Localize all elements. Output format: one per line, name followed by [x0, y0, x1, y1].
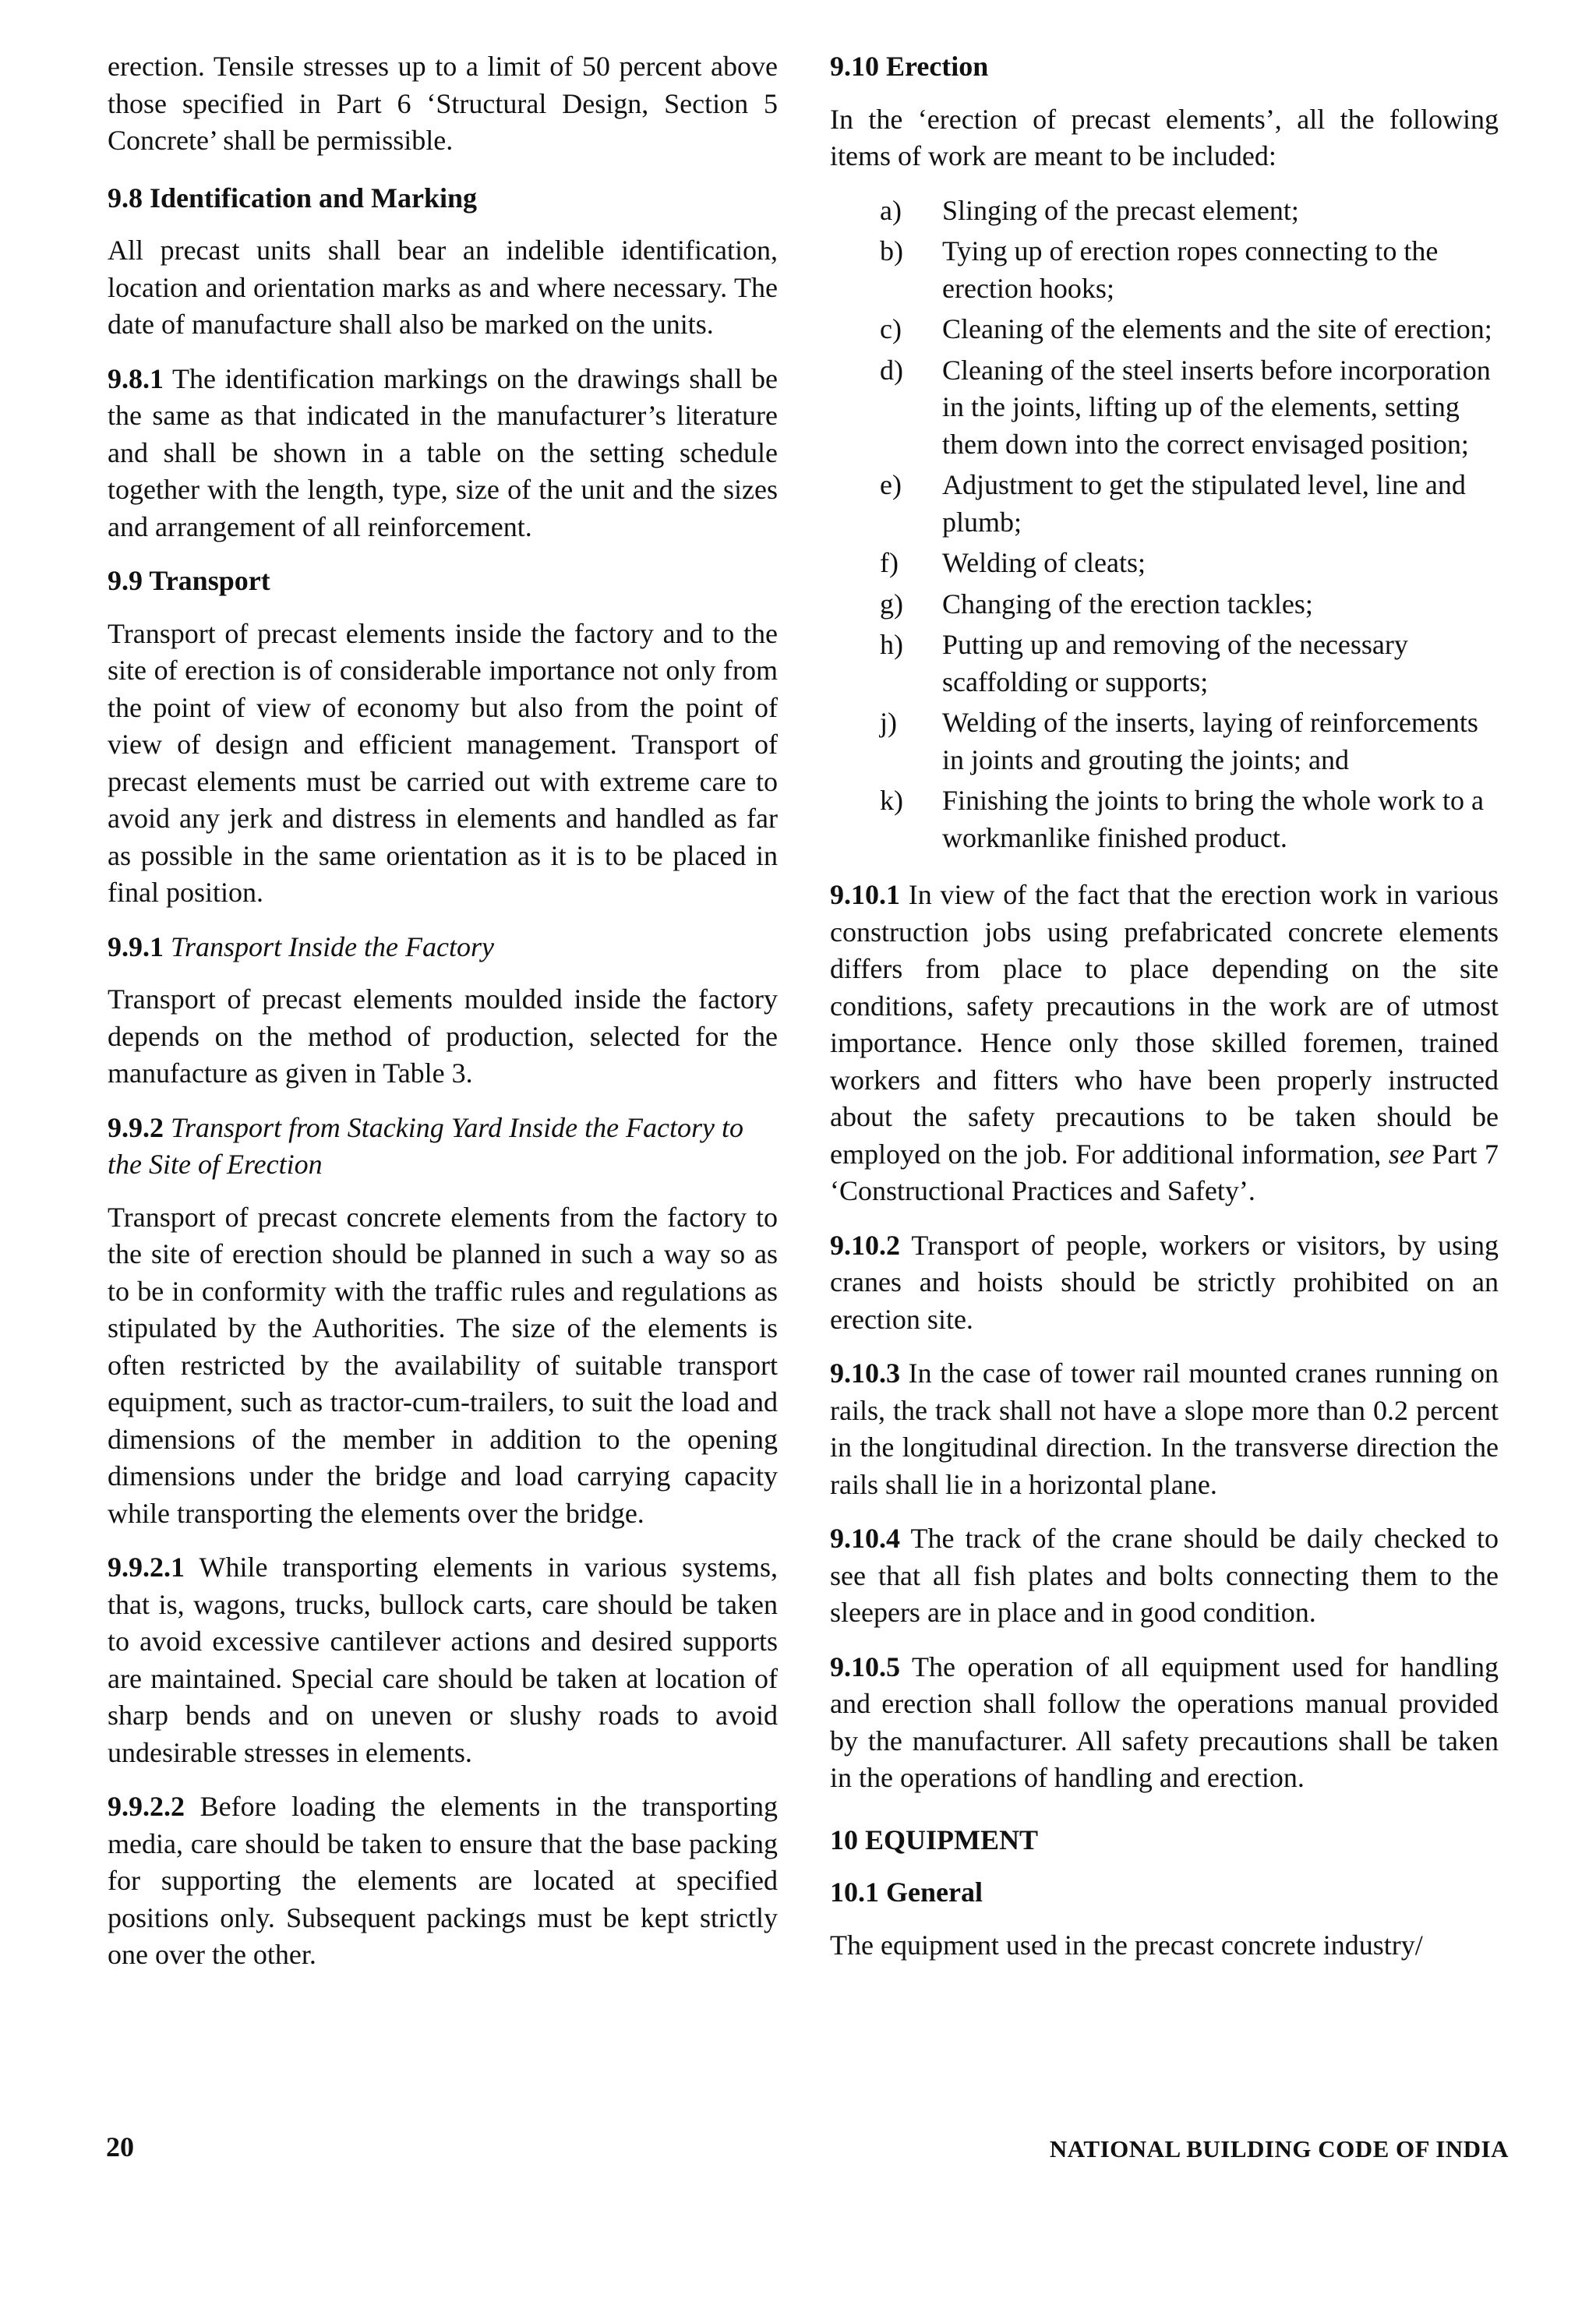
clause-number-9-10-4: 9.10.4: [830, 1523, 900, 1554]
clause-number-9-10-1: 9.10.1: [830, 879, 900, 910]
list-item-label: j): [880, 707, 897, 738]
list-item-label: g): [880, 588, 903, 620]
paragraph-9-9: Transport of precast elements inside the factory and to the site of erection is of considerable importance not only from the point of view of economy but also from the point of view of design and efficient management. Transport of precast elements must be carried out with extreme care to avoid any jerk and distress in elements and handled as far as possible in the same orientation as it is to be placed in final position.: [108, 617, 778, 908]
list-item-text: Cleaning of the steel inserts before incorporation in the joints, lifting up of the elements, setting them down into the correct envisaged position;: [942, 354, 1491, 460]
paragraph-erection-tail: erection. Tensile stresses up to a limit of 50 percent above those specified in Part 6 ‘Structural Design, Section 5 Concrete’ shall be permissible.: [108, 51, 778, 156]
list-item-label: h): [880, 629, 903, 660]
clause-text-9-9-2-1: While transporting elements in various systems, that is, wagons, trucks, bullock carts, care should be taken to avoid excessive cantilever actions and desired supports are maintained. Special care should be taken at location of sharp bends and on uneven or slushy roads to avoid undesirable stresses in elements.: [108, 1552, 778, 1768]
clause-number-9-10-3: 9.10.3: [830, 1357, 900, 1389]
paragraph-9-9-2: Transport of precast concrete elements from the factory to the site of erection should be planned in such a way so as to be in conformity with the traffic rules and regulations as stipulated by the Authorities. The size of the elements is often restricted by the availability of suitable transport equipment, such as tractor-cum-trailers, to suit the load and dimensions of the member in addition to the opening dimensions under the bridge and load carrying capacity while transporting the elements over the bridge.: [108, 1201, 778, 1529]
list-item-label: b): [880, 235, 903, 267]
list-item-label: d): [880, 354, 903, 386]
list-item-text: Tying up of erection ropes connecting to the erection hooks;: [942, 235, 1439, 304]
heading-9-8: 9.8 Identification and Marking: [108, 182, 478, 214]
subheading-9-9-2: [108, 1110, 778, 1184]
right-column: [830, 48, 1499, 1981]
clause-text-9-10-1: In view of the fact that the erection work in various construction jobs using prefabricated concrete elements differs from place to place depending on the site conditions, safety precautions in the work are of utmost importance. Hence only those skilled foremen, trained workers and fitters who have been properly instructed about the safety precautions to be taken should be employed on the job. For additional information,: [830, 879, 1499, 1170]
clause-number-9-9-2: 9.9.2: [108, 1111, 164, 1143]
left-column: [108, 48, 778, 1991]
list-item: [830, 704, 1499, 778]
clause-text-9-10-1-ref: Part 7 ‘Constructional Practices and Safety’.: [830, 1138, 1499, 1206]
paragraph-9-10-2: [830, 1227, 1499, 1339]
clause-text-9-10-4: The track of the crane should be daily checked to see that all fish plates and bolts connecting them to the sleepers are in place and in good condition.: [830, 1523, 1499, 1628]
paragraph-9-8: All precast units shall bear an indelible identification, location and orientation marks as and where necessary. The date of manufacture shall also be marked on the units.: [108, 235, 778, 340]
list-item-text: Welding of the inserts, laying of reinforcements in joints and grouting the joints; and: [942, 707, 1478, 775]
list-item-text: Changing of the erection tackles;: [942, 588, 1313, 620]
paragraph-9-10-1: [830, 877, 1499, 1210]
erection-items-list: [830, 192, 1499, 857]
heading-10-equipment: 10 EQUIPMENT: [830, 1823, 1039, 1855]
paragraph-9-9-1: Transport of precast elements moulded inside the factory depends on the method of production, selected for the manufacture as given in Table 3.: [108, 983, 778, 1089]
list-item-text: Slinging of the precast element;: [942, 194, 1299, 226]
clause-number-9-9-1: 9.9.1: [108, 930, 164, 962]
clause-text-9-9-2-2: Before loading the elements in the transporting media, care should be taken to ensure that the base packing for supporting the elements are located at specified positions only. Subsequent packings must be kept strictly one over the other.: [108, 1791, 779, 1970]
paragraph-9-8-1: [108, 361, 778, 546]
page-number: 20: [106, 2131, 134, 2162]
clause-number-9-10-5: 9.10.5: [830, 1651, 900, 1682]
list-item: [830, 467, 1499, 541]
clause-number-9-9-2-2: 9.9.2.2: [108, 1791, 185, 1822]
paragraph-9-9-2-1: [108, 1549, 778, 1771]
list-item-text: Welding of cleats;: [942, 547, 1146, 578]
clause-text-9-8-1: The identification markings on the drawings shall be the same as that indicated in the manufacturer’s literature and shall be shown in a table on the setting schedule together with the length, type, size of the unit and the sizes and arrangement of all reinforcement.: [108, 362, 778, 542]
footer-title: NATIONAL BUILDING CODE OF INDIA: [1049, 2135, 1509, 2162]
clause-number-9-9-2-1: 9.9.2.1: [108, 1552, 185, 1583]
list-item-text: Putting up and removing of the necessary scaffolding or supports;: [942, 629, 1408, 697]
heading-9-10: 9.10 Erection: [830, 51, 989, 82]
list-item-label: k): [880, 785, 903, 816]
list-item: [830, 311, 1499, 348]
heading-9-9: 9.9 Transport: [108, 565, 270, 596]
paragraph-9-10-4: [830, 1520, 1499, 1632]
list-item: [830, 233, 1499, 307]
list-item-text: Adjustment to get the stipulated level, line and plumb;: [942, 469, 1466, 538]
list-item: [830, 192, 1499, 230]
list-item: [830, 627, 1499, 701]
clause-title-9-9-1: Transport Inside the Factory: [171, 930, 494, 962]
paragraph-9-9-2-2: [108, 1788, 778, 1974]
clause-number-9-10-2: 9.10.2: [830, 1229, 900, 1261]
list-item-label: a): [880, 194, 902, 226]
paragraph-9-10-3: [830, 1355, 1499, 1503]
see-reference: see: [1388, 1138, 1425, 1170]
clause-text-9-10-3: In the case of tower rail mounted cranes running on rails, the track shall not have a slope more than 0.2 percent in the longitudinal direction. In the transverse direction the rails shall lie in a horizontal plane.: [830, 1357, 1499, 1500]
paragraph-10-1: The equipment used in the precast concrete industry/: [830, 1929, 1423, 1961]
paragraph-9-10: In the ‘erection of precast elements’, all the following items of work are meant to be included:: [830, 103, 1499, 171]
clause-number-9-8-1: 9.8.1: [108, 362, 164, 394]
list-item-label: e): [880, 469, 902, 500]
list-item: [830, 782, 1499, 856]
list-item: [830, 586, 1499, 623]
subheading-9-9-1: [108, 929, 778, 966]
list-item-text: Cleaning of the elements and the site of erection;: [942, 313, 1492, 344]
list-item-label: f): [880, 547, 899, 578]
list-item: [830, 545, 1499, 582]
list-item: [830, 352, 1499, 464]
clause-title-9-9-2: Transport from Stacking Yard Inside the Factory to the Site of Erection: [108, 1111, 744, 1180]
clause-text-9-10-5: The operation of all equipment used for handling and erection shall follow the operations manual provided by the manufacturer. All safety precautions shall be taken in the operations of handling and erection.: [830, 1651, 1499, 1793]
list-item-label: c): [880, 313, 902, 344]
heading-10-1: 10.1 General: [830, 1876, 983, 1908]
list-item-text: Finishing the joints to bring the whole work to a workmanlike finished product.: [942, 785, 1484, 853]
paragraph-9-10-5: [830, 1649, 1499, 1797]
clause-text-9-10-2: Transport of people, workers or visitors, by using cranes and hoists should be strictly prohibited on an erection site.: [830, 1229, 1499, 1335]
